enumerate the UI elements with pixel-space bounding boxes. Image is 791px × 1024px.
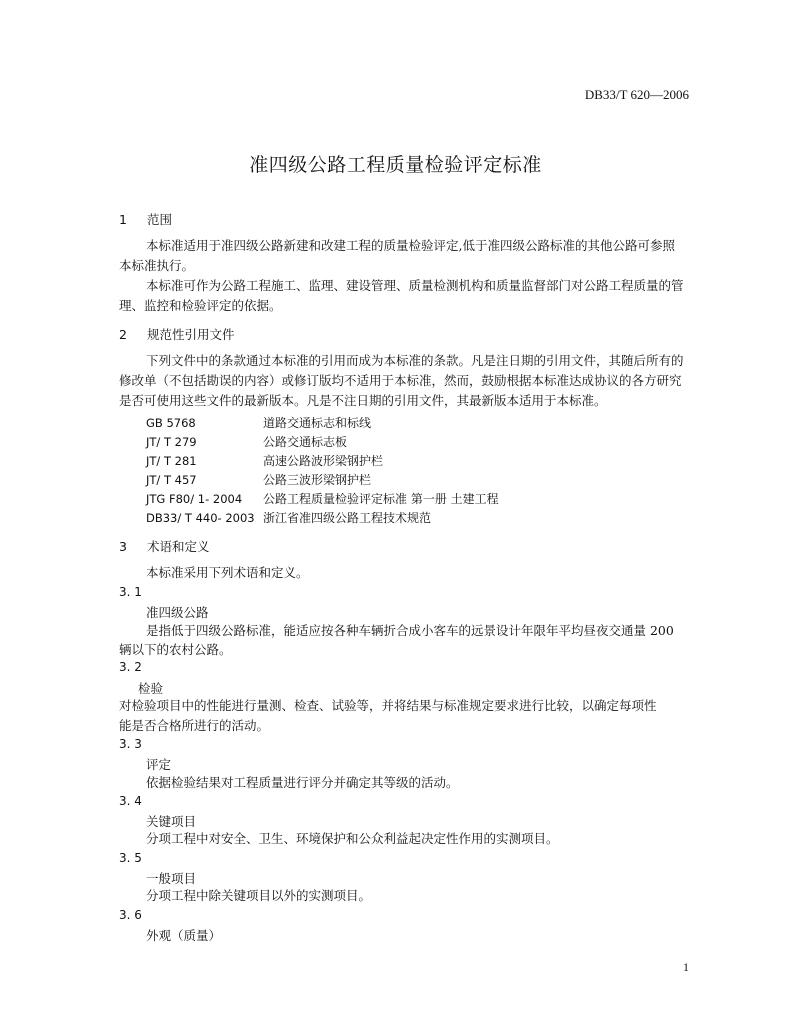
section-1-para-2-line-2: 理、监控和检验评定的依据。: [119, 298, 282, 313]
reference-name: 公路三波形梁钢护栏: [263, 473, 372, 487]
reference-row: [146, 433, 347, 450]
page-number: 1: [683, 960, 689, 974]
reference-row: [146, 452, 383, 469]
term-definition-line-1: 依据检验结果对工程质量进行评分并确定其等级的活动。: [146, 775, 459, 790]
section-3-heading: [119, 537, 210, 555]
document-title: 准四级公路工程质量检验评定标准: [249, 154, 542, 176]
reference-code: JT/ T 457: [146, 473, 197, 487]
section-1-para-1-line-2: 本标准执行。: [119, 258, 195, 273]
term-definition-line-1: 分项工程中对安全、卫生、环境保护和公众利益起决定性作用的实测项目。: [146, 831, 559, 846]
section-1-para-2-line-1: 本标准可作为公路工程施工、监理、建设管理、质量检测机构和质量监督部门对公路工程质量的管: [146, 278, 684, 293]
reference-code: JT/ T 281: [146, 454, 197, 468]
term-definition-line-2: 能是否合格所进行的活动。: [119, 718, 270, 733]
section-title: 规范性引用文件: [147, 327, 235, 342]
reference-row: [146, 414, 371, 431]
section-title: 范围: [147, 212, 173, 227]
term-definition-line-1: 分项工程中除关键项目以外的实测项目。: [146, 888, 372, 903]
section-2-para-line-2: 修改单（不包括勘误的内容）或修订版均不适用于本标准，然而，鼓励根据本标准达成协议的各方研究: [119, 373, 682, 388]
reference-code: JT/ T 279: [146, 435, 197, 449]
document-code: DB33/T 620—2006: [584, 87, 689, 102]
term-number: 3. 5: [119, 851, 142, 865]
term-definition-line-1: 是指低于四级公路标准，能适应按各种车辆折合成小客车的远景设计年限年平均昼夜交通量 200: [146, 623, 674, 638]
term-title: 外观（质量）: [146, 928, 222, 943]
reference-name: 高速公路波形梁钢护栏: [263, 454, 384, 468]
term-number: 3. 3: [119, 737, 142, 751]
term-number: 3. 4: [119, 794, 142, 808]
section-number: 2: [119, 327, 127, 342]
term-number: 3. 2: [119, 660, 142, 674]
term-number: 3. 1: [119, 585, 142, 599]
section-1-para-1-line-1: 本标准适用于准四级公路新建和改建工程的质量检验评定,低于准四级公路标准的其他公路可参照: [146, 238, 675, 253]
reference-name: 公路工程质量检验评定标准 第一册 土建工程: [263, 492, 499, 506]
term-title: 评定: [146, 757, 172, 772]
reference-code: GB 5768: [146, 416, 196, 430]
reference-row: [146, 471, 371, 488]
section-title: 术语和定义: [147, 539, 210, 554]
section-number: 1: [119, 212, 127, 227]
section-number: 3: [119, 539, 127, 554]
reference-name: 道路交通标志和标线: [263, 416, 372, 430]
term-title: 检验: [138, 681, 164, 696]
reference-row: [146, 490, 499, 507]
section-2-para-line-1: 下列文件中的条款通过本标准的引用而成为本标准的条款。凡是注日期的引用文件，其随后所有的: [146, 353, 684, 368]
reference-row: [146, 509, 431, 526]
section-1-heading: [119, 210, 172, 228]
term-title: 一般项目: [146, 871, 197, 886]
term-title: 关键项目: [146, 814, 197, 829]
term-number: 3. 6: [119, 908, 142, 922]
section-2-para-line-3: 是否可使用这些文件的最新版本。凡是不注日期的引用文件，其最新版本适用于本标准。: [119, 393, 607, 408]
section-3-intro: 本标准采用下列术语和定义。: [146, 565, 309, 580]
reference-code: DB33/ T 440- 2003: [146, 511, 255, 525]
term-definition-line-1: 对检验项目中的性能进行量测、检查、试验等，并将结果与标准规定要求进行比较，以确定每项性: [119, 698, 657, 713]
reference-code: JTG F80/ 1- 2004: [146, 492, 243, 506]
reference-name: 公路交通标志板: [263, 435, 348, 449]
term-title: 准四级公路: [146, 605, 209, 620]
reference-name: 浙江省准四级公路工程技术规范: [263, 511, 432, 525]
section-2-heading: [119, 325, 235, 343]
term-definition-line-2: 辆以下的农村公路。: [119, 642, 232, 657]
